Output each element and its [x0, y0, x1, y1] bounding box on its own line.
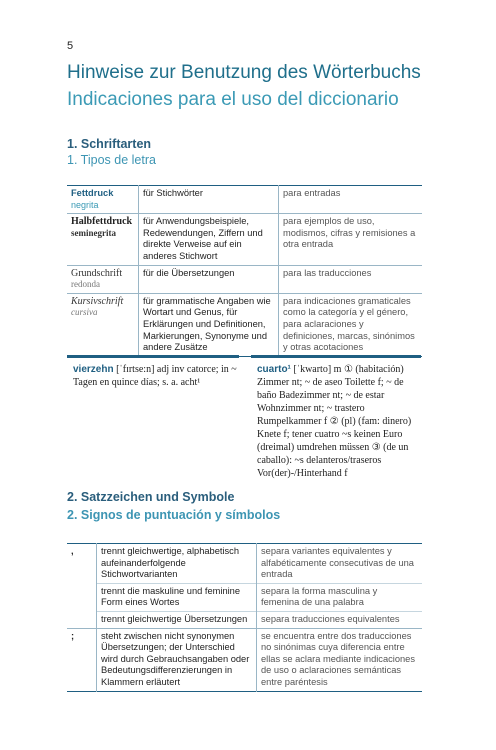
style-desc-de: für die Übersetzungen	[139, 265, 279, 293]
style-name-es: redonda	[71, 279, 100, 290]
table-row	[67, 628, 422, 691]
table-row	[67, 293, 422, 356]
style-desc-es: para las traducciones	[283, 267, 372, 278]
symbol-desc-de: trennt gleichwertige, alphabetisch aufeinanderfolgende Stichwortvarianten	[97, 544, 257, 584]
table-row	[67, 214, 422, 265]
style-desc-es: para ejemplos de uso, modismos, cifras y remisiones a otra entrada	[283, 216, 416, 250]
style-name-es: negrita	[71, 199, 99, 210]
style-name: Halbfettdruck	[71, 216, 133, 228]
section2-heading-de: 2. Satzzeichen und Symbole	[67, 490, 235, 504]
symbol-desc-es: se encuentra entre dos traducciones no sinónimas cuya diferencia entre ellas se aclara mediante indicaciones de uso o aclaraciones semánticas entre paréntesis	[261, 630, 416, 687]
title-german: Hinweise zur Benutzung des Wörterbuchs	[67, 62, 421, 83]
example-right-rule	[251, 355, 421, 358]
style-name-es: cursiva	[71, 307, 98, 318]
symbols-table	[67, 543, 422, 692]
symbol: ,	[67, 544, 97, 629]
symbol-desc-de: trennt die maskuline und feminine Form eines Wortes	[97, 583, 257, 611]
style-name: Kursivschrift	[71, 295, 124, 307]
style-name-es: seminegrita	[71, 227, 116, 238]
symbol-desc-de: steht zwischen nicht synonymen Übersetzungen; der Unterschied wird durch Gebrauchsangaben oder Bedeutungsdifferenzierungen in Klammern erläutert	[97, 628, 257, 691]
example-entry-left	[73, 363, 241, 389]
example-headword: cuarto¹	[257, 364, 291, 375]
example-entry-right	[257, 363, 421, 480]
font-styles-table	[67, 185, 422, 357]
table-row	[67, 544, 422, 584]
page-number: 5	[67, 40, 74, 52]
title-spanish: Indicaciones para el uso del diccionario	[67, 89, 399, 110]
symbol-desc-es: separa traducciones equivalentes	[257, 611, 423, 628]
symbol: ;	[67, 628, 97, 691]
table-row	[67, 611, 422, 628]
section1-heading-es: 1. Tipos de letra	[67, 153, 156, 167]
style-desc-es: para entradas	[283, 188, 341, 198]
style-desc-de: für grammatische Angaben wie Wortart und Genus, für Erklärungen und Definitionen, Markierungen, Synonyme und andere Zusätze	[139, 293, 279, 356]
style-desc-de: für Anwendungsbeispiele, Redewendungen, Ziffern und direkte Verweise auf ein anderes Stichwort	[139, 214, 279, 265]
style-name: Fettdruck	[71, 188, 114, 198]
section1-heading-de: 1. Schriftarten	[67, 137, 152, 151]
symbol-desc-es: separa variantes equivalentes y alfabéticamente consecutivas de una entrada	[261, 546, 414, 580]
example-left-rule	[67, 355, 239, 358]
section2-heading-es: 2. Signos de puntuación y símbolos	[67, 508, 281, 522]
example-body: [ˈkwarto] m ① (habitación) Zimmer nt; ~ de aseo Toilette f; ~ de baño Badezimmer nt; ~ de estar Wohnzimmer nt; ~ trastero Rumpelkammer f ② (pl) (fam: dinero) Knete f; tener cuatro ~s keinen Euro (dreimal) umdrehen müssen ③ (de un caballo): ~s delanteros/traseros Vor(der)-/Hinterhand f	[257, 364, 412, 479]
table-row	[67, 186, 422, 214]
table-row	[67, 265, 422, 293]
example-headword: vierzehn	[73, 364, 114, 375]
table-row	[67, 583, 422, 611]
symbol-desc-de: trennt gleichwertige Übersetzungen	[97, 611, 257, 628]
style-name: Grundschrift	[71, 267, 123, 279]
style-desc-es: para indicaciones gramaticales como la categoría y el género, para aclaraciones y definiciones, marcas, sinónimos y otras acotaciones	[283, 295, 415, 353]
symbol-desc-es: separa la forma masculina y femenina de una palabra	[257, 583, 423, 611]
example-body: [ˈfɪrtse:n] adj inv catorce; in ~ Tagen en quince días; s. a. acht¹	[73, 364, 237, 388]
style-desc-de: für Stichwörter	[139, 186, 279, 214]
